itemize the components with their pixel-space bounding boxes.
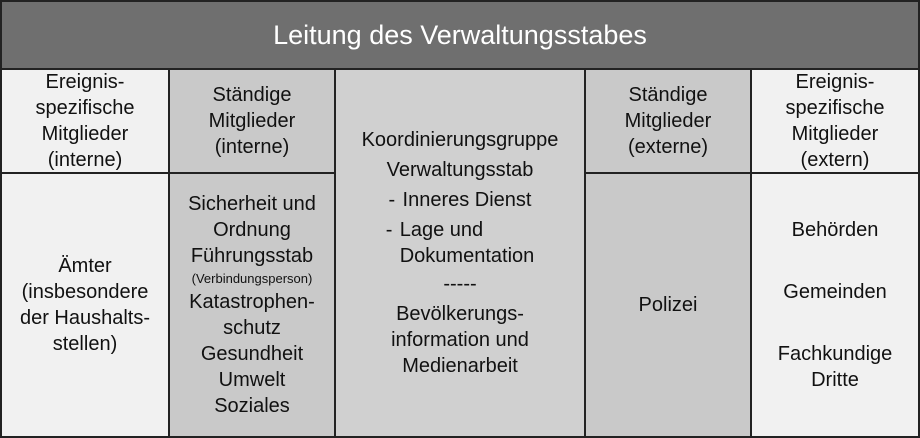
header-line: spezifische bbox=[785, 97, 885, 119]
header-line: Mitglieder bbox=[41, 123, 129, 145]
center-line: Verwaltungsstab bbox=[386, 159, 534, 181]
event-specific-internal-header bbox=[0, 68, 170, 174]
body-line: Fachkundige bbox=[777, 343, 893, 365]
header-line: Ständige bbox=[628, 84, 708, 106]
body-note: (Verbindungsperson) bbox=[191, 271, 313, 286]
dash-marker: - bbox=[388, 189, 396, 211]
permanent-internal-header bbox=[168, 68, 336, 174]
header-line: Ständige bbox=[212, 84, 292, 106]
center-separator: ----- bbox=[443, 273, 477, 295]
event-specific-external-header bbox=[750, 68, 920, 174]
body-line: Soziales bbox=[214, 395, 290, 417]
dash-marker: - bbox=[385, 219, 393, 241]
body-line: Ordnung bbox=[213, 219, 291, 241]
body-line: Gesundheit bbox=[200, 343, 304, 365]
center-item-line: Lage und bbox=[399, 219, 484, 241]
header-line: spezifische bbox=[35, 97, 135, 119]
body-line: (insbesondere bbox=[21, 281, 149, 303]
permanent-internal-body bbox=[168, 172, 336, 438]
header-line: Ereignis- bbox=[45, 71, 125, 93]
body-line: Ämter bbox=[58, 255, 112, 277]
center-line: Bevölkerungs- bbox=[396, 303, 524, 325]
body-line: Gemeinden bbox=[783, 281, 887, 303]
center-line: Koordinierungsgruppe bbox=[361, 129, 559, 151]
header-line: (externe) bbox=[627, 136, 709, 158]
body-line: schutz bbox=[223, 317, 281, 339]
header-line: (extern) bbox=[800, 149, 870, 171]
center-item-label bbox=[400, 217, 535, 269]
event-specific-external-body bbox=[750, 172, 920, 438]
header-line: Mitglieder bbox=[624, 110, 712, 132]
coordination-group-box bbox=[334, 68, 586, 438]
header-line: Ereignis- bbox=[795, 71, 875, 93]
center-list-item bbox=[389, 187, 532, 213]
center-item-label: Inneres Dienst bbox=[402, 189, 532, 211]
header-line: Mitglieder bbox=[208, 110, 296, 132]
body-line: Dritte bbox=[811, 369, 859, 391]
header-line: Mitglieder bbox=[791, 123, 879, 145]
center-item-line: Dokumentation bbox=[399, 245, 535, 267]
body-line: Umwelt bbox=[218, 369, 286, 391]
body-line: Behörden bbox=[791, 219, 879, 241]
body-line: der Haushalts- bbox=[19, 307, 151, 329]
permanent-external-header bbox=[584, 68, 752, 174]
body-line: Katastrophen- bbox=[189, 291, 315, 313]
event-specific-internal-body bbox=[0, 172, 170, 438]
center-line: Medienarbeit bbox=[402, 355, 518, 377]
header-line: (interne) bbox=[47, 149, 123, 171]
permanent-external-body bbox=[584, 172, 752, 438]
header-line: (interne) bbox=[214, 136, 290, 158]
body-line: Sicherheit und bbox=[188, 193, 316, 215]
center-line: information und bbox=[391, 329, 529, 351]
body-line: Führungsstab bbox=[190, 245, 314, 267]
body-line: stellen) bbox=[52, 333, 118, 355]
title-bar bbox=[0, 0, 920, 70]
chart-title: Leitung des Verwaltungsstabes bbox=[273, 19, 647, 50]
body-line: Polizei bbox=[638, 294, 698, 316]
center-list-item bbox=[386, 217, 535, 269]
